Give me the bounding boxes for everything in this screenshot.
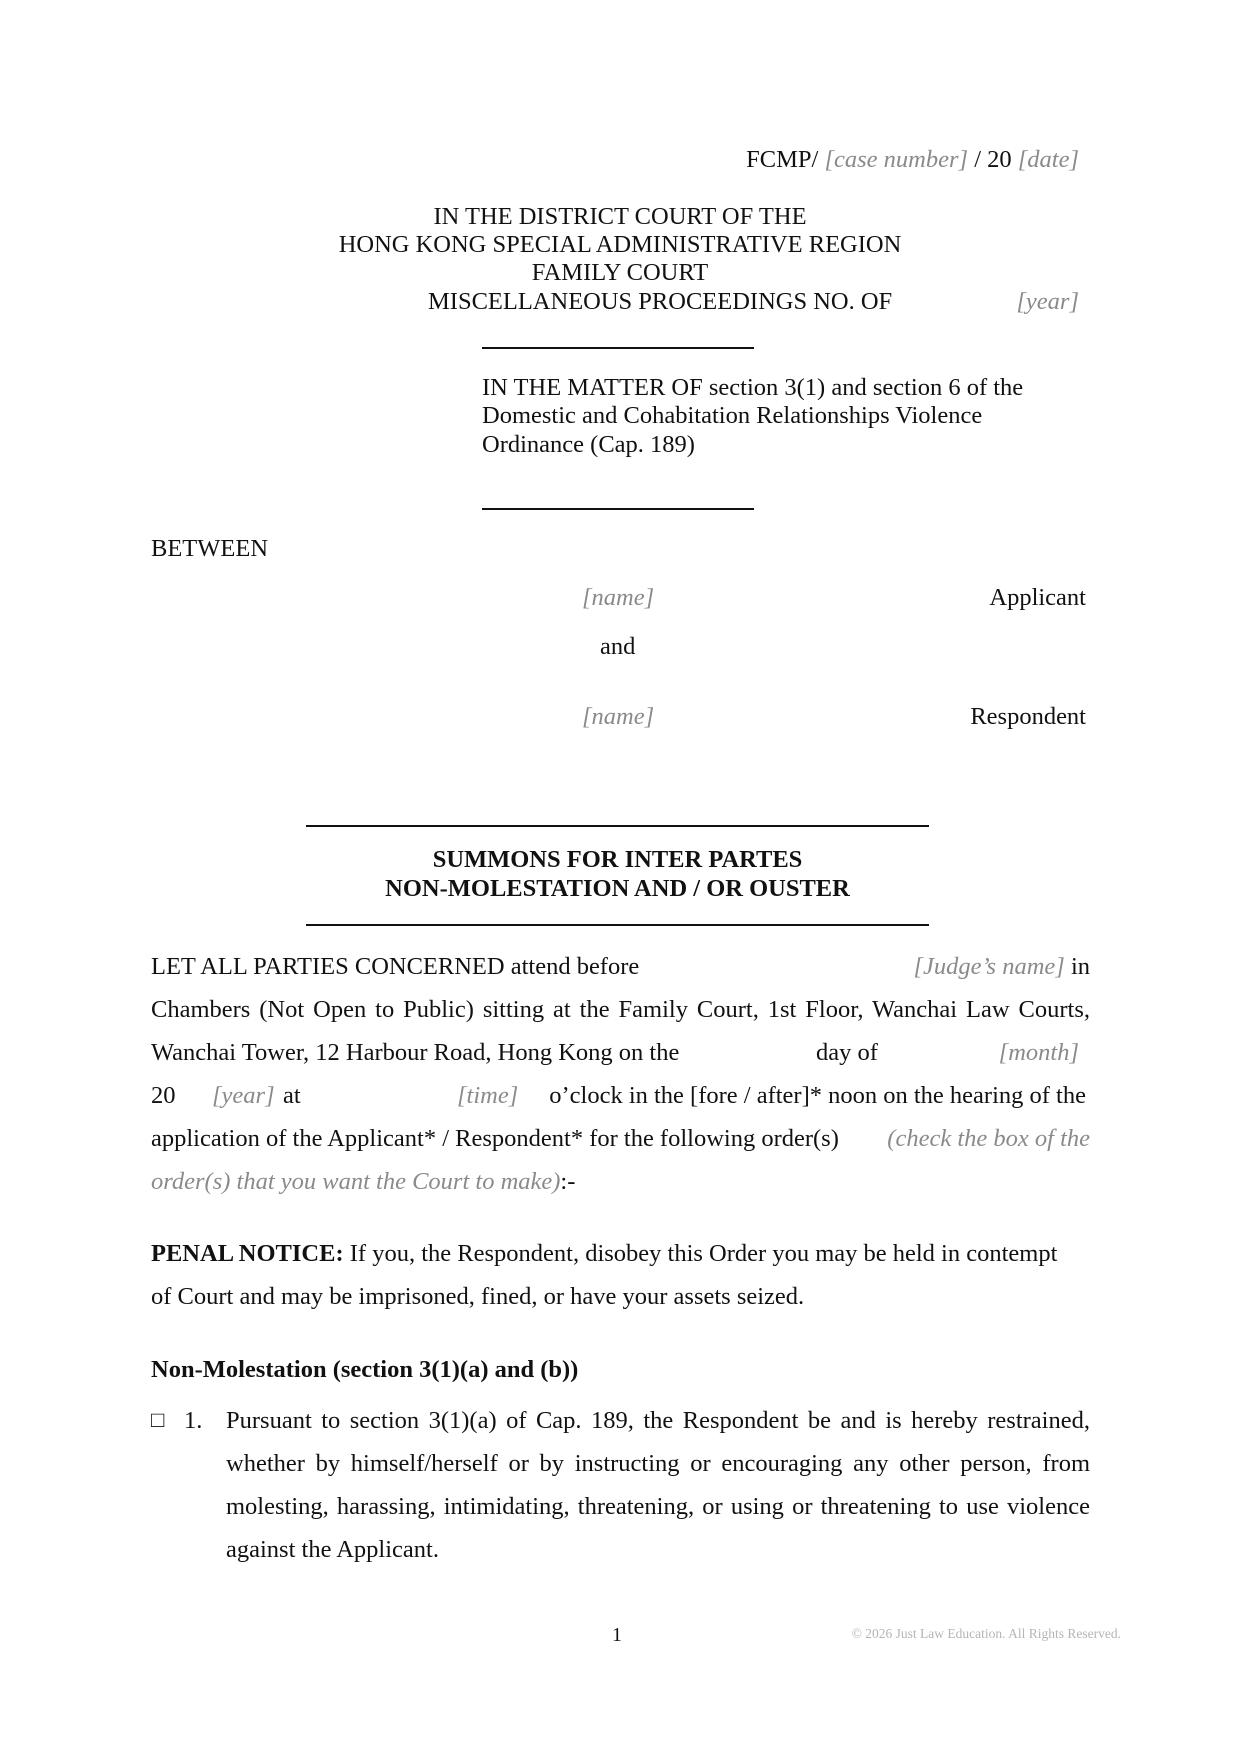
case-reference (746, 146, 1079, 174)
case-ref-mid: / 20 (974, 146, 1012, 173)
penal-notice-line-1 (151, 1240, 1057, 1268)
order-1-number: 1. (184, 1407, 203, 1434)
case-number-field[interactable]: [case number] (824, 146, 969, 173)
matter-line-1: IN THE MATTER OF section 3(1) and section 6 of the (482, 374, 1024, 401)
respondent-name-field[interactable]: [name] (582, 703, 655, 730)
summons-text: :- (560, 1168, 576, 1195)
divider-rule-2 (482, 508, 754, 510)
order-1-line-2 (226, 1450, 1090, 1478)
hearing-year-field[interactable]: [year] (212, 1082, 275, 1109)
summons-line-5 (151, 1125, 1090, 1153)
copyright-notice: © 2026 Just Law Education. All Rights Reserved. (851, 1626, 1121, 1641)
at-label: at (283, 1082, 301, 1109)
order-1-line-3 (226, 1493, 1090, 1521)
penal-notice-text: If you, the Respondent, disobey this Order you may be held in contempt (349, 1240, 1058, 1267)
summons-text: Chambers (Not Open to Public) sitting at the Family Court, 1st Floor, Wanchai Law Courts, (151, 996, 1090, 1023)
title-rule-bottom (306, 924, 929, 926)
applicant-name-field[interactable]: [name] (582, 584, 655, 611)
instruction-hint: (check the box of the (887, 1125, 1090, 1152)
summons-line-2 (151, 996, 1090, 1024)
court-line-2: HONG KONG SPECIAL ADMINISTRATIVE REGION (338, 231, 902, 258)
twenty-label: 20 (151, 1082, 176, 1109)
respondent-label: Respondent (970, 703, 1086, 730)
court-line-4: MISCELLANEOUS PROCEEDINGS NO. OF (428, 288, 893, 315)
section-heading-non-molestation: Non-Molestation (section 3(1)(a) and (b)) (151, 1356, 579, 1383)
page-number: 1 (612, 1624, 622, 1646)
title-rule-top (306, 825, 929, 827)
and-label: and (600, 633, 636, 660)
month-field[interactable]: [month] (998, 1039, 1079, 1066)
summons-text: application of the Applicant* / Respondent* for the following order(s) (151, 1125, 839, 1152)
summons-title-line-1: SUMMONS FOR INTER PARTES (432, 846, 803, 873)
order-1-text: molesting, harassing, intimidating, threatening, or using or threatening to use violence (226, 1493, 1090, 1520)
summons-title-line-2: NON-MOLESTATION AND / OR OUSTER (385, 875, 850, 902)
case-ref-prefix: FCMP/ (746, 146, 819, 173)
order-1-checkbox[interactable]: □ (151, 1407, 165, 1432)
instruction-hint: order(s) that you want the Court to make) (151, 1168, 561, 1195)
matter-line-2: Domestic and Cohabitation Relationships Violence (482, 402, 983, 429)
summons-text: in (1070, 953, 1090, 980)
between-label: BETWEEN (151, 535, 269, 562)
summons-line-1 (151, 953, 1090, 981)
judge-group (914, 953, 1090, 981)
court-line-1: IN THE DISTRICT COURT OF THE (433, 203, 807, 230)
penal-notice-text: of Court and may be imprisoned, fined, or have your assets seized. (151, 1283, 805, 1310)
divider-rule-1 (482, 347, 754, 349)
order-1-text: against the Applicant. (226, 1536, 439, 1563)
penal-notice-line-2 (151, 1283, 804, 1311)
order-1-text: Pursuant to section 3(1)(a) of Cap. 189, the Respondent be and is hereby restrained, (226, 1407, 1090, 1434)
penal-notice-label: PENAL NOTICE: (151, 1240, 344, 1267)
order-1-line-4 (226, 1536, 1090, 1564)
time-field[interactable]: [time] (457, 1082, 519, 1109)
proceedings-year-field[interactable]: [year] (1016, 288, 1079, 315)
oclock-text: o’clock in the [fore / after]* noon on the hearing of the (549, 1082, 1086, 1109)
summons-text: LET ALL PARTIES CONCERNED attend before (151, 953, 640, 980)
court-line-3: FAMILY COURT (531, 259, 709, 286)
summons-line-3 (151, 1039, 679, 1067)
date-field[interactable]: [date] (1017, 146, 1079, 173)
day-of-label: day of (816, 1039, 878, 1066)
order-1-line-1 (226, 1407, 1090, 1435)
summons-text: Wanchai Tower, 12 Harbour Road, Hong Kong on the (151, 1039, 680, 1066)
applicant-label: Applicant (989, 584, 1086, 611)
judge-name-field[interactable]: [Judge’s name] (913, 953, 1065, 980)
order-1-text: whether by himself/herself or by instructing or encouraging any other person, from (226, 1450, 1090, 1477)
summons-line-6 (151, 1168, 575, 1196)
matter-line-3: Ordinance (Cap. 189) (482, 431, 695, 458)
